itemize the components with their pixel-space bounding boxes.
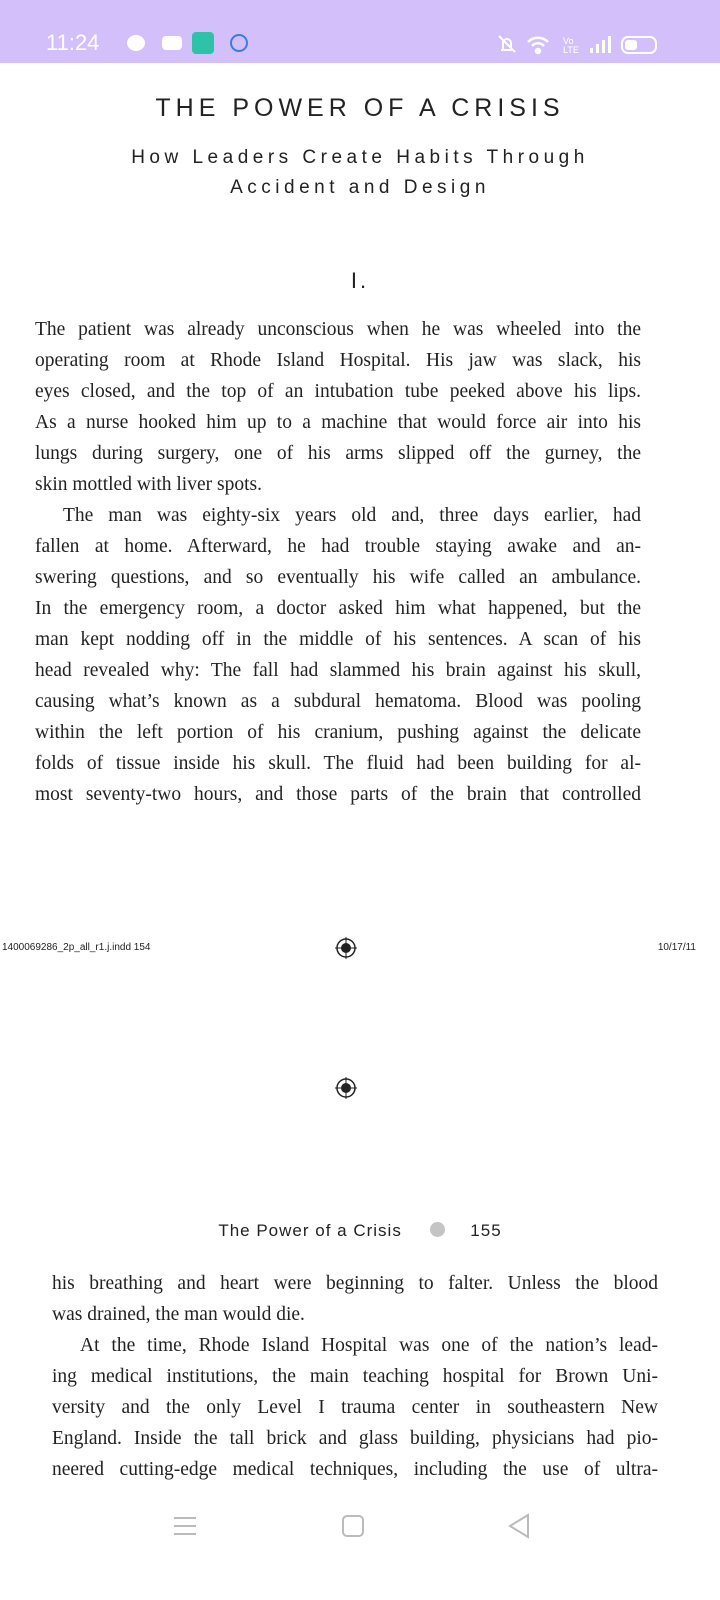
text-line: causing what’s known as a subdural hematoma. Blood was pooling: [35, 691, 641, 712]
page-154-body: [35, 314, 641, 810]
text-line: versity and the only Level I trauma center in southeastern New: [52, 1397, 658, 1418]
text-line: lungs during surgery, one of his arms slipped off the gurney, the: [35, 443, 641, 464]
signal-icon: [590, 36, 611, 53]
home-button[interactable]: [340, 1513, 366, 1539]
text-line: neered cutting-edge medical techniques, including the use of ultra-: [52, 1459, 658, 1480]
section-number: I.: [350, 268, 370, 293]
running-head-title: The Power of a Crisis: [218, 1221, 402, 1240]
svg-text:LTE: LTE: [563, 45, 579, 55]
chapter-subtitle: [0, 143, 720, 203]
imo-icon: [230, 34, 248, 52]
status-bar: [0, 0, 720, 63]
text-line: ing medical institutions, the main teaching hospital for Brown Uni-: [52, 1366, 658, 1387]
text-line: was drained, the man would die.: [52, 1304, 305, 1325]
text-line: man kept nodding off in the middle of his sentences. A scan of his: [35, 629, 641, 650]
subtitle-line: Accident and Design: [230, 177, 490, 198]
print-date-mark: 10/17/11: [657, 942, 696, 953]
text-line: within the left portion of his cranium, pushing against the delicate: [35, 722, 641, 743]
text-line: The patient was already unconscious when he was wheeled into the: [35, 319, 641, 340]
text-line: In the emergency room, a doctor asked him what happened, but the: [35, 598, 641, 619]
chat-bubble-icon: [127, 35, 145, 51]
text-line: eyes closed, and the top of an intubation tube peeked above his lips.: [35, 381, 641, 402]
system-icons: [495, 32, 665, 56]
text-line: As a nurse hooked him up to a machine that would force air into his: [35, 412, 641, 433]
text-line: England. Inside the tall brick and glass building, physicians had pio-: [52, 1428, 658, 1449]
running-head: [0, 1221, 720, 1241]
text-line: fallen at home. Afterward, he had trouble staying awake and an-: [35, 536, 641, 557]
page-155-body: [52, 1268, 658, 1485]
text-line: The man was eighty-six years old and, three days earlier, had: [63, 505, 641, 526]
text-line: At the time, Rhode Island Hospital was one of the nation’s lead-: [80, 1335, 658, 1356]
registration-mark-icon: [335, 937, 357, 959]
text-line: folds of tissue inside his skull. The fluid had been building for al-: [35, 753, 641, 774]
text-line: head revealed why: The fall had slammed his brain against his skull,: [35, 660, 641, 681]
back-button[interactable]: [506, 1513, 532, 1539]
wifi-icon: [528, 38, 548, 53]
text-line: operating room at Rhode Island Hospital. His jaw was slack, his: [35, 350, 641, 371]
menu-button[interactable]: [172, 1513, 198, 1539]
text-line: most seventy-two hours, and those parts of the brain that controlled: [35, 784, 641, 805]
text-line: his breathing and heart were beginning to falter. Unless the blood: [52, 1273, 658, 1294]
registration-mark-icon: [335, 1077, 357, 1099]
youtube-icon: [162, 36, 182, 50]
text-line: swering questions, and so eventually his wife called an ambulance.: [35, 567, 641, 588]
chapter-title: THE POWER OF A CRISIS: [155, 94, 565, 122]
navigation-bar: [0, 1500, 720, 1560]
battery-icon: [622, 37, 656, 53]
print-file-mark: 1400069286_2p_all_r1.j.indd 154: [2, 942, 151, 953]
mute-bell-icon: [499, 36, 515, 52]
subtitle-line: How Leaders Create Habits Through: [131, 147, 589, 168]
bullet-dot-icon: [430, 1222, 445, 1237]
app-icon: [192, 32, 214, 54]
page-number: 155: [470, 1221, 502, 1240]
status-time: 11:24: [46, 30, 100, 55]
text-line: skin mottled with liver spots.: [35, 474, 262, 495]
volte-icon: Vo: [563, 36, 574, 46]
